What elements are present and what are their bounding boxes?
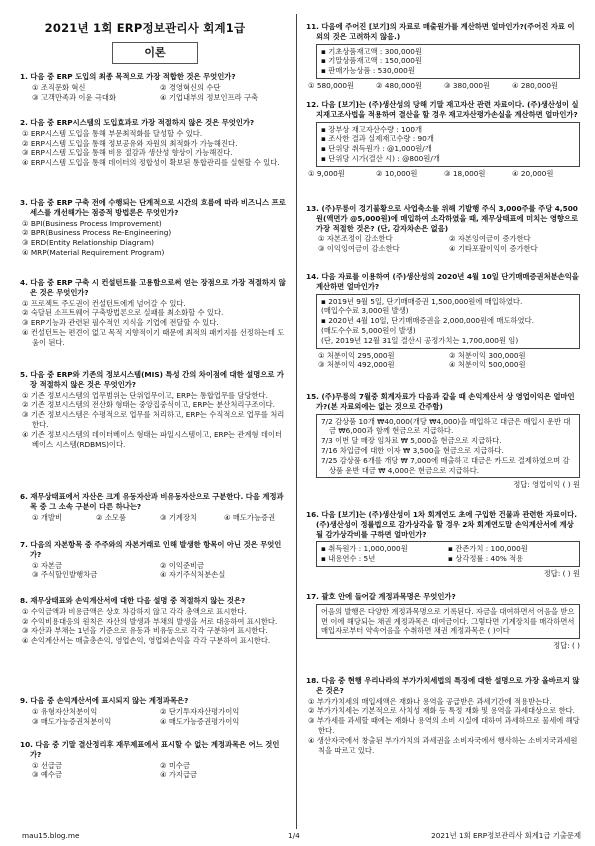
- option[interactable]: ① 유형자산처분이익: [32, 706, 98, 716]
- question-6: [20, 492, 288, 522]
- option[interactable]: ① 자본금: [32, 560, 63, 570]
- options: [20, 299, 288, 348]
- option[interactable]: ④ 가지급금: [160, 770, 198, 780]
- option[interactable]: ③ 380,000원: [444, 80, 491, 90]
- box-line: ▪ 2019년 9월 5일, 단기매매증권 1,500,000원에 매입하였다.: [321, 296, 523, 306]
- options: [20, 83, 288, 103]
- question-18: [306, 676, 580, 755]
- given-box: [316, 294, 580, 349]
- question-text: 3. 다음 중 ERP 구축 전에 수행되는 단계적으로 시간의 흐름에 따라 비즈니스 프로세스를 개선해가는 점증적 방법론은 무엇인가?: [20, 198, 286, 217]
- option[interactable]: ③ 부가세를 과세할 때에는 재화나 용역의 소비 시실에 대하여 과세하므로 물세에 해당한다.: [308, 716, 580, 735]
- question-text: 6. 재무상태표에서 자산은 크게 유동자산과 비유동자산으로 구분한다. 다음 계정과목 중 그 소속 구분이 다른 하나는?: [20, 492, 284, 511]
- option[interactable]: ④ 처분이익 500,000원: [449, 360, 526, 370]
- box-line: ▪ 판매가능상품 : 530,000원: [321, 66, 415, 76]
- option[interactable]: ② 숙달된 소프트웨어 구축방법론으로 실패를 최소화할 수 있다.: [22, 308, 224, 318]
- option[interactable]: ① 수익금액과 비용금액은 상호 차감하지 않고 각각 총액으로 표시한다.: [22, 606, 247, 616]
- option[interactable]: ④ 280,000원: [512, 80, 559, 90]
- box-line: ▪ 단위당 시가(결산 시) : @800원/개: [321, 153, 440, 163]
- option[interactable]: ③ 처분이익 492,000원: [318, 360, 395, 370]
- option[interactable]: ② 단기투자자산평가이익: [160, 706, 240, 716]
- column-divider: [296, 14, 297, 829]
- question-text: 5. 다음 중 ERP와 기존의 정보시스템(MIS) 특성 간의 차이점에 대한 설명으로 가장 적절하지 않은 것은 무엇인가?: [20, 370, 284, 389]
- given-box: [316, 604, 580, 639]
- question-text: 2. 다음 중 ERP시스템의 도입효과로 가장 적절하지 않은 것은 무엇인가?: [20, 118, 255, 127]
- question-9: [20, 696, 288, 726]
- question-4: [20, 278, 288, 348]
- option[interactable]: ④ 20,000원: [512, 168, 554, 178]
- option[interactable]: ① 처분이익 295,000원: [318, 350, 395, 360]
- question-text: 7. 다음의 자본항목 중 주주와의 자본거래로 인해 발생한 항목이 아닌 것은 무엇인가?: [20, 540, 282, 559]
- options: [20, 219, 288, 258]
- option[interactable]: ① ERP시스템 도입을 통해 부문최적화를 달성할 수 있다.: [22, 128, 203, 138]
- question-17: [306, 592, 580, 651]
- question-text: 9. 다음 중 손익계산서에 표시되지 않는 계정과목은?: [20, 696, 189, 705]
- option[interactable]: ① 부가가치세의 매입세액은 재화나 용역을 공급받은 과세기간에 적용받는다.: [308, 696, 552, 706]
- question-3: [20, 198, 288, 258]
- given-box: [316, 414, 580, 479]
- question-12: [306, 100, 580, 179]
- option[interactable]: ② ERP시스템 도입을 통해 정보공유와 자원의 최적화가 가능해진다.: [22, 138, 238, 148]
- option[interactable]: ② 기존 정보시스템의 전산화 형태는 중앙집중식이고, ERP는 분산처리구조이다.: [22, 400, 275, 410]
- option[interactable]: ④ 손익계산서는 매출총손익, 영업손익, 영업외손익을 각각 구분하여 표시한다.: [22, 636, 271, 646]
- option[interactable]: ② BPR(Business Process Re-Engineering): [22, 228, 172, 238]
- option[interactable]: ③ ERP시스템 도입을 통해 비용 절감과 생산성 향상이 가능해진다.: [22, 148, 233, 158]
- box-line: (단, 2019년 12월 31일 결산시 공정가치는 1,700,000원 임): [321, 335, 519, 345]
- option[interactable]: ① BPI(Business Process Improvement): [22, 218, 162, 228]
- options: [20, 707, 288, 727]
- options: [306, 234, 580, 254]
- question-16: [306, 510, 580, 579]
- box-line: ▪ 단위당 취득원가 : @1,000원/개: [321, 144, 432, 154]
- option[interactable]: ③ 이익잉여금이 감소한다: [318, 244, 400, 254]
- box-line: ▪ 기말상품재고액 : 150,000원: [321, 56, 422, 66]
- option[interactable]: ④ 기업내부의 정보인프라 구축: [160, 92, 259, 102]
- option[interactable]: ② 자본잉여금이 증가한다: [449, 234, 531, 244]
- question-14: [306, 272, 580, 370]
- options: [20, 761, 288, 781]
- option[interactable]: ③ 주식할인발행차금: [32, 570, 98, 580]
- box-line: 7/16 차입금에 대한 이자 ₩ 3,500을 현금으로 지급하다.: [321, 445, 504, 455]
- question-text: 14. 다음 자료를 이용하여 (주)생산성의 2020년 4월 10일 단기매매증권처분손익을 계산하면 얼마인가?: [306, 272, 579, 291]
- option[interactable]: ② 부가가치세는 기본적으로 사치성 재화 등 특정 재화 및 용역을 과세대상으로 한다.: [308, 706, 575, 716]
- footer-title: 2021년 1회 ERP정보관리사 회계1급 기출문제: [431, 831, 581, 840]
- question-text: 15. (주)무릉의 7월중 회계자료가 다음과 같을 때 손익계산서 상 영업이익은 얼마인가?(본 자료외에는 없는 것으로 간주함): [306, 392, 575, 411]
- option[interactable]: ② 10,000원: [376, 168, 418, 178]
- question-text: 1. 다음 중 ERP 도입의 최종 목적으로 가장 적합한 것은 무엇인가?: [20, 72, 236, 81]
- box-line: ▪ 취득원가 : 1,000,000원: [321, 544, 408, 554]
- given-box: [316, 122, 580, 167]
- options: [306, 351, 580, 371]
- given-box: [316, 44, 580, 79]
- question-text: 13. (주)무릉이 경기불황으로 사업축소를 위해 기발행 주식 3,000주를 주당 4,500원(액면가 @5,000원)에 매입하여 소각하였을 때, 재무상태표에 미치는 영향으로 가장 적절한 것은? (단, 감자차손은 없음): [306, 204, 579, 233]
- option[interactable]: ② 이익준비금: [160, 560, 205, 570]
- options: [20, 391, 288, 450]
- option[interactable]: ④ 기타포괄이익이 증가한다: [449, 244, 538, 254]
- question-text: 17. 괄호 안에 들어갈 계정과목명은 무엇인가?: [306, 592, 456, 601]
- option[interactable]: ③ 기존 정보시스템은 수평적으로 업무를 처리하고, ERP는 수직적으로 업무를 처리한다.: [22, 410, 285, 429]
- options: [20, 561, 288, 581]
- box-line: ▪ 조사한 결과 실제재고수량 : 90개: [321, 134, 434, 144]
- question-15: [306, 392, 580, 490]
- options: [306, 697, 580, 756]
- box-line: 7/2 감상품 10개 ₩40,000(개당 ₩4,000)을 매입하고 대금은 매입시 운반 대금 ₩6,000과 함께 현금으로 지급하다.: [321, 416, 571, 436]
- option[interactable]: ② 처분이익 300,000원: [449, 350, 526, 360]
- option[interactable]: ④ 컨설턴트는 편견이 없고 목적 지향적이기 때문에 최적의 패키지를 선정하는데 도움이 된다.: [22, 327, 285, 347]
- option[interactable]: ③ 예수금: [32, 770, 63, 780]
- question-text: 4. 다음 중 ERP 구축 시 컨설턴트를 고용함으로써 얻는 장점으로 가장 적절하지 않은 것은 무엇인가?: [20, 278, 286, 297]
- box-line: (매입수수료 3,000원 발생): [321, 306, 409, 316]
- option[interactable]: ① 자본조정이 감소한다: [318, 234, 393, 244]
- given-box: [316, 541, 580, 567]
- option[interactable]: ③ ERP기능과 관련된 필수적인 지식을 기업에 전달할 수 있다.: [22, 318, 219, 328]
- option[interactable]: ④ 매도가능증권: [224, 512, 276, 522]
- box-line: 7/3 이번 달 매장 임차료 ₩ 5,000을 현금으로 지급하다.: [321, 436, 502, 446]
- box-line: 7/25 감상품 6개를 개당 ₩ 7,000에 매출하고 대금은 카드로 결제하였으며 감상품 운반 대금 ₩ 4,000은 현금으로 지급하다.: [321, 455, 570, 475]
- option[interactable]: ① 조직문화 혁신: [32, 82, 86, 92]
- question-text: 8. 재무상태표와 손익계산서에 대한 다음 설명 중 적절하지 않는 것은?: [20, 596, 246, 605]
- box-line: ▪ 잔존가치 : 100,000원: [448, 544, 528, 554]
- question-13: [306, 204, 580, 254]
- option[interactable]: ③ 18,000원: [444, 168, 486, 178]
- question-text: 16. 다음 [보기]는 (주)생산성이 1차 회계연도 초에 구입한 건물과 관련한 자료이다. (주)생산성이 정률법으로 감가상각을 할 경우 2차 회계연도말 손익계산서에 계상될 감가상각비를 구하면 얼마인가?: [306, 510, 577, 539]
- option[interactable]: ④ ERP시스템 도입을 통해 데이터의 정합성이 확보된 통합관리를 실현할 수 있다.: [22, 158, 280, 168]
- box-line: ▪ 내용연수 : 5년: [321, 554, 376, 564]
- answer-blank[interactable]: 정답: ( ): [553, 641, 580, 651]
- question-8: [20, 596, 288, 646]
- option[interactable]: ① 9,000원: [308, 168, 345, 178]
- option[interactable]: ④ MRP(Material Requirement Program): [22, 247, 165, 257]
- question-5: [20, 370, 288, 449]
- question-11: [306, 22, 580, 91]
- box-line: ▪ 2020년 4월 10일, 단기매매증권을 2,000,000원에 매도하였다.: [321, 316, 534, 326]
- options: [20, 513, 288, 523]
- options: [306, 81, 580, 91]
- option[interactable]: ④ 기존 정보시스템의 데이터베이스 형태는 파일시스템이고, ERP는 관계형 데이터베이스 시스템(RDBMS)이다.: [22, 429, 283, 449]
- page-number: 1/4: [288, 831, 300, 840]
- options: [306, 169, 580, 179]
- box-line: ▪ 기초상품재고액 : 300,000원: [321, 46, 422, 56]
- option[interactable]: ③ ERD(Entity Relationship Diagram): [22, 238, 154, 248]
- section-label: 이론: [112, 42, 198, 64]
- footer-blog: mau15.blog.me: [22, 831, 80, 840]
- box-line: 어음의 발행은 다양한 계정과목명으로 기록된다. 자금을 대여하면서 어음을 받으면 이에 해당되는 채권 계정과목은 대여금이다. 그렇다면 기계장치를 매각하면서 매입자로부터 약속어음을 수취하면 채권 계정과목은 ( )이다: [321, 606, 575, 636]
- option[interactable]: ② 수익비용대응의 원칙은 자산의 발생과 부채의 발생을 서로 대응하여 표시한다.: [22, 616, 278, 626]
- option[interactable]: ① 580,000원: [308, 80, 355, 90]
- option[interactable]: ③ 기계장치: [160, 512, 198, 522]
- answer-blank[interactable]: 정답: ( ) 원: [543, 568, 580, 578]
- option[interactable]: ① 선급금: [32, 760, 63, 770]
- question-text: 18. 다음 중 현행 우리나라의 부가가치세법의 특징에 대한 설명으로 가장 올바르지 않은 것은?: [306, 676, 580, 695]
- option[interactable]: ④ 자기주식처분손실: [160, 570, 226, 580]
- option[interactable]: ④ 매도가능증권평가이익: [160, 716, 240, 726]
- option[interactable]: ② 480,000원: [376, 80, 423, 90]
- option[interactable]: ③ 자산과 부채는 1년을 기준으로 유동과 비유동으로 각각 구분하여 표시한다.: [22, 626, 268, 636]
- options: [20, 129, 288, 168]
- answer-blank[interactable]: 정답: 영업이익 ( ) 원: [513, 480, 580, 490]
- option[interactable]: ① 프로젝트 주도권이 컨설턴트에게 넘어갈 수 있다.: [22, 298, 186, 308]
- option[interactable]: ④ 생산자국에서 창출된 부가가치의 과세권을 소비자국에서 행사하는 소비지국과세원칙을 따르고 있다.: [308, 735, 578, 755]
- question-1: [20, 72, 288, 102]
- options: [20, 607, 288, 646]
- option[interactable]: ③ 매도가능증권처분이익: [32, 716, 112, 726]
- exam-title: 2021년 1회 ERP정보관리사 회계1급: [44, 21, 246, 35]
- question-text: 10. 다음 중 기말 결산정리후 재무제표에서 표시할 수 없는 계정과목은 어느 것인가?: [20, 740, 280, 759]
- option[interactable]: ② 미수금: [160, 760, 191, 770]
- option[interactable]: ① 개발비: [32, 512, 63, 522]
- box-line: (매도수수료 5,000원이 발생): [321, 325, 416, 335]
- option[interactable]: ② 경영혁신의 수단: [160, 82, 221, 92]
- question-text: 12. 다음 [보기]는 (주)생산성의 당해 기말 재고자산 관련 자료이다. (주)생산성이 실지재고조사법을 적용하여 결산을 할 경우 재고자산평가손실을 계산하면 얼마인가?: [306, 100, 579, 119]
- box-line: ▪ 상각정률 : 40% 적용: [448, 554, 524, 564]
- question-2: [20, 118, 288, 168]
- question-7: [20, 540, 288, 580]
- option[interactable]: ① 기존 정보시스템의 업무범위는 단위업무이고, ERP는 통합업무를 담당한다.: [22, 390, 268, 400]
- option[interactable]: ② 소모품: [96, 512, 127, 522]
- question-10: [20, 740, 288, 780]
- box-line: ▪ 장부상 재고자산수량 : 100개: [321, 124, 423, 134]
- question-text: 11. 다음에 주어진 [보기]의 자료로 매출원가를 계산하면 얼마인가?(주어진 자료 이외의 것은 고려하지 않음.): [306, 22, 575, 41]
- option[interactable]: ③ 고객만족과 이윤 극대화: [32, 92, 116, 102]
